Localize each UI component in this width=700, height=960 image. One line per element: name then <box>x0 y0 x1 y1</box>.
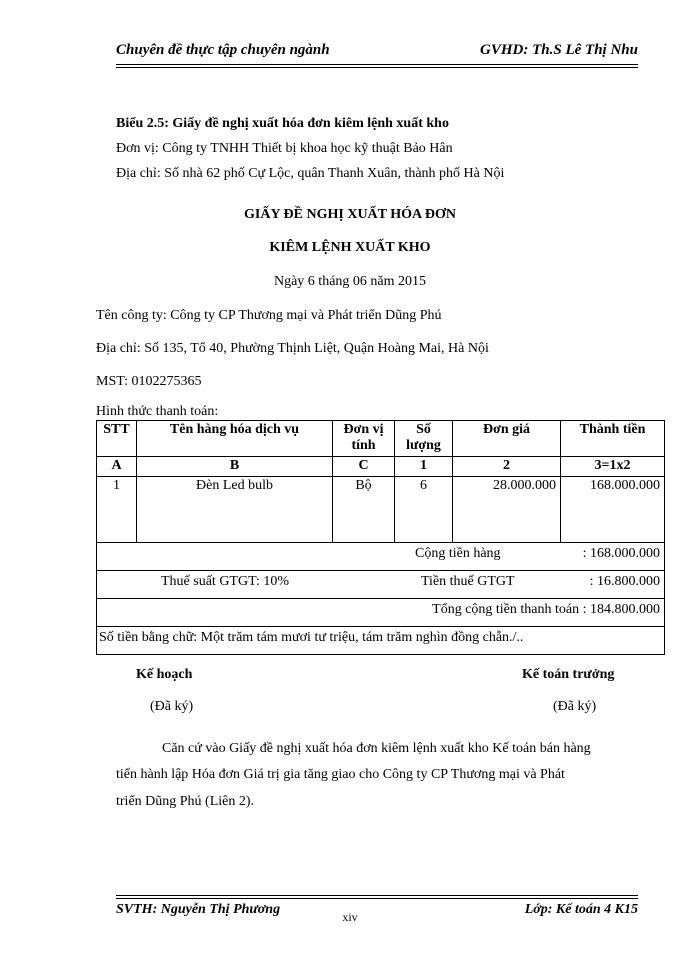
signature-left-title: Kế hoạch <box>136 667 193 682</box>
doc-title-2: KIÊM LỆNH XUẤT KHO <box>269 240 431 255</box>
paragraph-line-2: tiến hành lập Hóa đơn Giá trị gia tăng giao cho Công ty CP Thương mại và Phát <box>116 767 565 782</box>
row-item: Đèn Led bulb <box>137 477 333 543</box>
header-price: Đơn giá <box>453 421 561 457</box>
vat-row <box>97 571 665 599</box>
doc-caption: Biểu 2.5: Giấy đề nghị xuất hóa đơn kiêm lệnh xuất kho <box>116 116 449 131</box>
in-words-row <box>97 627 665 655</box>
invoice-table <box>96 420 665 655</box>
total-payment: Tổng cộng tiền thanh toán : 184.800.000 <box>97 599 665 627</box>
footer-rule <box>116 895 638 896</box>
table-code-row <box>97 457 665 477</box>
header-qty: Số lượng <box>395 421 453 457</box>
header-right: GVHD: Th.S Lê Thị Nhu <box>480 42 638 58</box>
payment-method: Hình thức thanh toán: <box>96 404 219 419</box>
signature-right-note: (Đã ký) <box>553 699 597 714</box>
paragraph-line-1: Căn cứ vào Giấy đề nghị xuất hóa đơn kiêm lệnh xuất kho Kế toán bán hàng <box>162 741 591 756</box>
doc-date: Ngày 6 tháng 06 năm 2015 <box>273 274 427 289</box>
code-3: 3=1x2 <box>561 457 665 477</box>
doc-address: Địa chỉ: Số nhà 62 phố Cự Lộc, quân Thanh Xuân, thành phố Hà Nội <box>116 166 505 181</box>
subtotal-value: : 168.000.000 <box>582 546 660 561</box>
footer-rule-thin <box>116 898 638 899</box>
header-stt: STT <box>97 421 137 457</box>
doc-title-1: GIẤY ĐỀ NGHỊ XUẤT HÓA ĐƠN <box>244 207 456 222</box>
row-qty: 6 <box>395 477 453 543</box>
header-rule-thin <box>116 67 638 68</box>
header-amount: Thành tiền <box>561 421 665 457</box>
subtotal-row <box>97 543 665 571</box>
table-row <box>97 477 665 543</box>
code-c: C <box>333 457 395 477</box>
subtotal-label: Cộng tiền hàng <box>415 546 501 561</box>
vat-rate: Thuế suất GTGT: 10% <box>161 574 289 589</box>
signature-left-note: (Đã ký) <box>150 699 194 714</box>
code-2: 2 <box>453 457 561 477</box>
footer-student: SVTH: Nguyễn Thị Phương <box>116 902 281 917</box>
row-price: 28.000.000 <box>453 477 561 543</box>
row-stt: 1 <box>97 477 137 543</box>
code-1: 1 <box>395 457 453 477</box>
header-left: Chuyên đề thực tập chuyên ngành <box>116 42 330 58</box>
company-name: Tên công ty: Công ty CP Thương mại và Phát triển Dũng Phú <box>96 308 442 323</box>
header-unit: Đơn vị tính <box>333 421 395 457</box>
tax-code: MST: 0102275365 <box>96 374 202 389</box>
code-a: A <box>97 457 137 477</box>
doc-unit: Đơn vị: Công ty TNHH Thiết bị khoa học kỹ thuật Bảo Hân <box>116 141 453 156</box>
page-number: xiv <box>342 910 358 924</box>
total-row <box>97 599 665 627</box>
signature-right-title: Kế toán trưởng <box>522 667 615 682</box>
vat-label: Tiền thuế GTGT <box>421 574 515 589</box>
header-rule <box>116 64 638 65</box>
row-amount: 168.000.000 <box>561 477 665 543</box>
row-unit: Bộ <box>333 477 395 543</box>
amount-in-words: Số tiền bằng chữ: Một trăm tám mươi tư triệu, tám trăm nghìn đồng chẵn./.. <box>97 627 665 655</box>
vat-value: : 16.800.000 <box>589 574 660 589</box>
paragraph-line-3: triển Dũng Phú (Liên 2). <box>116 794 255 809</box>
table-header-row <box>97 421 665 457</box>
company-address: Địa chỉ: Số 135, Tổ 40, Phường Thịnh Liệt, Quận Hoàng Mai, Hà Nội <box>96 341 489 356</box>
code-b: B <box>137 457 333 477</box>
header-item: Tên hàng hóa dịch vụ <box>137 421 333 457</box>
footer-class: Lớp: Kế toán 4 K15 <box>524 902 638 917</box>
